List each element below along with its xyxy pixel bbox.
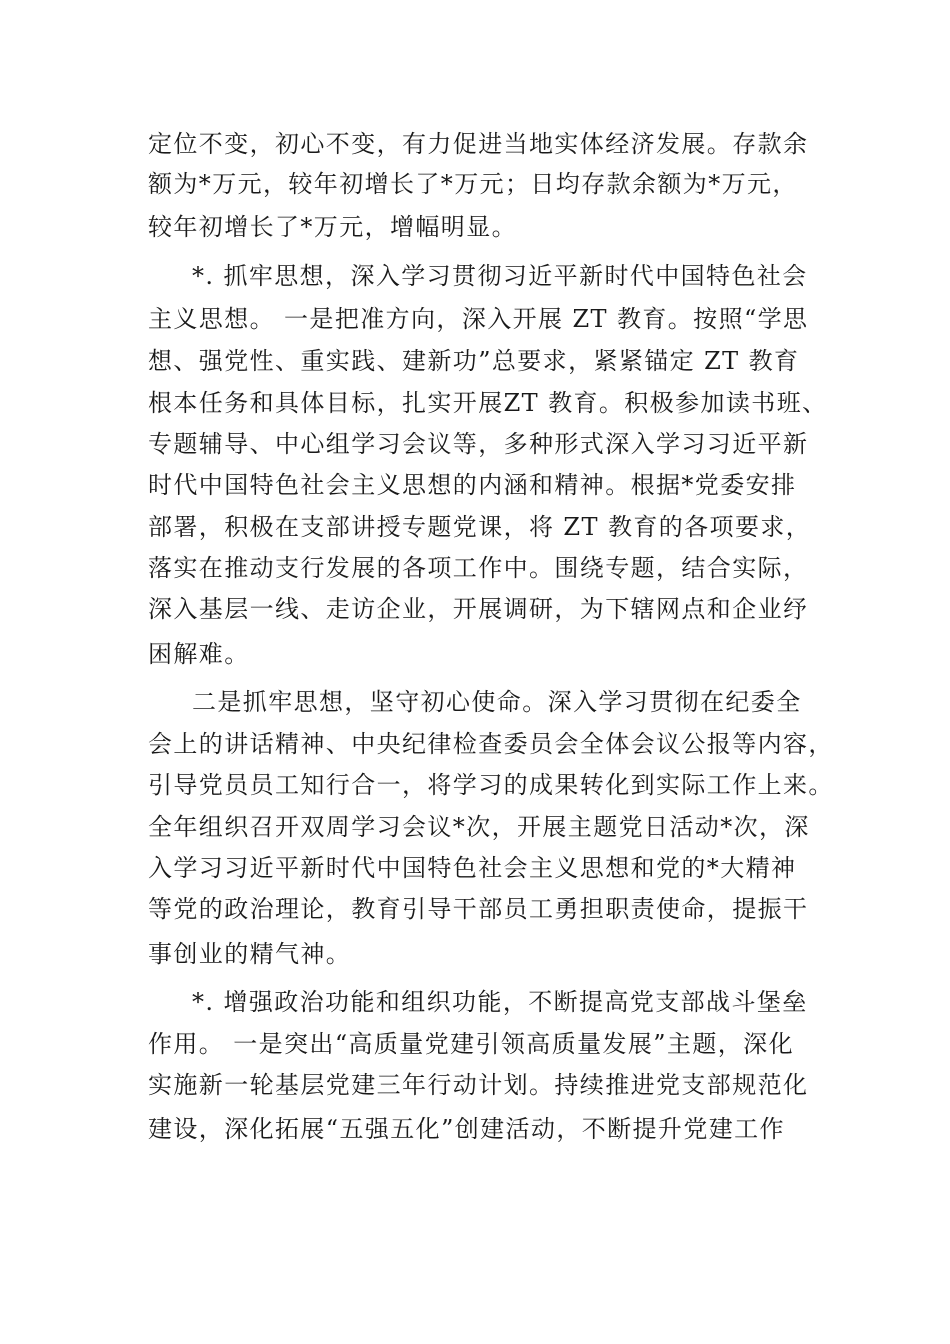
text-line: 困解难。 xyxy=(148,640,250,668)
section-heading-line: *. 增强政治功能和组织功能，不断提高党支部战斗堡垒 xyxy=(192,988,808,1016)
text-line: 主义思想。 一是把准方向，深入开展 ZT 教育。按照“学思 xyxy=(148,305,809,333)
text-line: 根本任务和具体目标，扎实开展ZT 教育。积极参加读书班、 xyxy=(148,389,828,417)
section-heading-line: *. 抓牢思想，深入学习贯彻习近平新时代中国特色社会 xyxy=(192,262,808,290)
text-line: 等党的政治理论，教育引导干部员工勇担职责使命，提振干 xyxy=(148,895,809,923)
paragraph-first-line: 二是抓牢思想，坚守初心使命。深入学习贯彻在纪委全 xyxy=(192,688,802,716)
text-line: 专题辅导、中心组学习会议等，多种形式深入学习习近平新 xyxy=(148,430,809,458)
text-line: 定位不变，初心不变，有力促进当地实体经济发展。存款余 xyxy=(148,130,809,158)
text-line: 落实在推动支行发展的各项工作中。围绕专题，结合实际， xyxy=(148,554,809,582)
text-line: 全年组织召开双周学习会议*次，开展主题党日活动*次，深 xyxy=(148,813,810,841)
text-line: 部署，积极在支部讲授专题党课，将 ZT 教育的各项要求， xyxy=(148,513,812,541)
text-line: 深入基层一线、走访企业，开展调研，为下辖网点和企业纾 xyxy=(148,595,809,623)
text-line: 实施新一轮基层党建三年行动计划。持续推进党支部规范化 xyxy=(148,1071,809,1099)
text-line: 额为*万元，较年初增长了*万元；日均存款余额为*万元， xyxy=(148,170,798,198)
text-line: 建设，深化拓展“五强五化”创建活动，不断提升党建工作 xyxy=(148,1115,785,1143)
text-line: 引导党员员工知行合一，将学习的成果转化到实际工作上来。 xyxy=(148,771,834,799)
text-line: 作用。 一是突出“高质量党建引领高质量发展”主题，深化 xyxy=(148,1030,794,1058)
text-line: 较年初增长了*万元，增幅明显。 xyxy=(148,213,517,241)
text-line: 入学习习近平新时代中国特色社会主义思想和党的*大精神 xyxy=(148,854,797,882)
text-line: 想、强党性、重实践、建新功”总要求，紧紧锚定 ZT 教育 xyxy=(148,347,800,375)
text-line: 事创业的精气神。 xyxy=(148,940,352,968)
text-line: 时代中国特色社会主义思想的内涵和精神。根据*党委安排 xyxy=(148,471,797,499)
text-line: 会上的讲话精神、中央纪律检查委员会全体会议公报等内容， xyxy=(148,730,834,758)
